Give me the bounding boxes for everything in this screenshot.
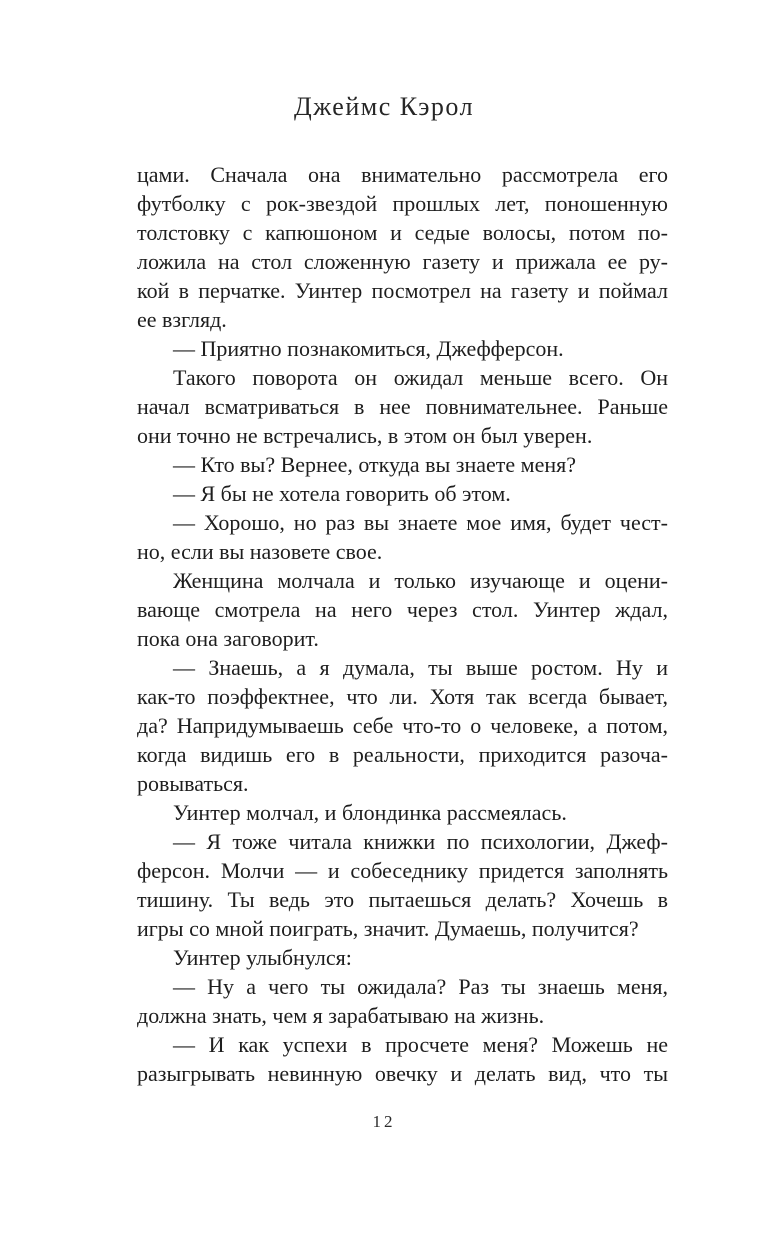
text-line: — Приятно познакомиться, Джефферсон.: [173, 336, 564, 361]
text-line: должна знать, чем я зарабатываю на жизнь.: [137, 1003, 545, 1028]
text-line: ее взгляд.: [137, 307, 227, 332]
text-line: футболку с рок-звездой прошлых лет, поношенную: [137, 191, 668, 216]
text-line: они точно не встречались, в этом он был уверен.: [137, 423, 593, 448]
text-line: ферсон. Молчи — и собеседнику придется заполнять: [137, 858, 668, 883]
page-number: 12: [372, 1112, 396, 1131]
text-line: пока она заговорит.: [137, 626, 319, 651]
text-line: Женщина молчала и только изучающе и оцени-: [173, 568, 668, 593]
text-line: толстовку с капюшоном и седые волосы, потом по-: [137, 220, 668, 245]
text-line: — Знаешь, а я думала, ты выше ростом. Ну и: [173, 655, 668, 680]
text-line: разыгрывать невинную овечку и делать вид, что ты: [137, 1061, 668, 1086]
text-line: цами. Сначала она внимательно рассмотрела его: [137, 162, 668, 187]
text-line: игры со мной поиграть, значит. Думаешь, получится?: [137, 916, 639, 941]
text-line: как-то поэффектнее, что ли. Хотя так всегда бывает,: [137, 684, 668, 709]
text-line: — Я тоже читала книжки по психологии, Джеф-: [173, 829, 668, 854]
text-line: начал всматриваться в нее повнимательнее. Раньше: [137, 394, 668, 419]
text-line: ровываться.: [137, 771, 249, 796]
text-line: кой в перчатке. Уинтер посмотрел на газету и поймал: [137, 278, 668, 303]
text-line: когда видишь его в реальности, приходится разоча-: [137, 742, 668, 767]
text-line: тишину. Ты ведь это пытаешься делать? Хочешь в: [137, 887, 668, 912]
text-line: да? Напридумываешь себе что-то о человеке, а потом,: [137, 713, 668, 738]
text-line: Такого поворота он ожидал меньше всего. Он: [173, 365, 668, 390]
text-line: — Кто вы? Вернее, откуда вы знаете меня?: [173, 452, 576, 477]
text-line: — Хорошо, но раз вы знаете мое имя, будет чест-: [173, 510, 668, 535]
text-line: ложила на стол сложенную газету и прижала ее ру-: [137, 249, 668, 274]
text-line: вающе смотрела на него через стол. Уинтер ждал,: [137, 597, 668, 622]
text-line: — И как успехи в просчете меня? Можешь не: [173, 1032, 668, 1057]
text-line: Уинтер молчал, и блондинка рассмеялась.: [173, 800, 567, 825]
text-line: — Я бы не хотела говорить об этом.: [173, 481, 511, 506]
text-line: Уинтер улыбнулся:: [173, 945, 352, 970]
running-header-author: Джеймс Кэрол: [293, 92, 475, 121]
text-line: — Ну а чего ты ожидала? Раз ты знаешь меня,: [173, 974, 668, 999]
text-line: но, если вы назовете свое.: [137, 539, 383, 564]
page-text: [137, 160, 668, 1088]
